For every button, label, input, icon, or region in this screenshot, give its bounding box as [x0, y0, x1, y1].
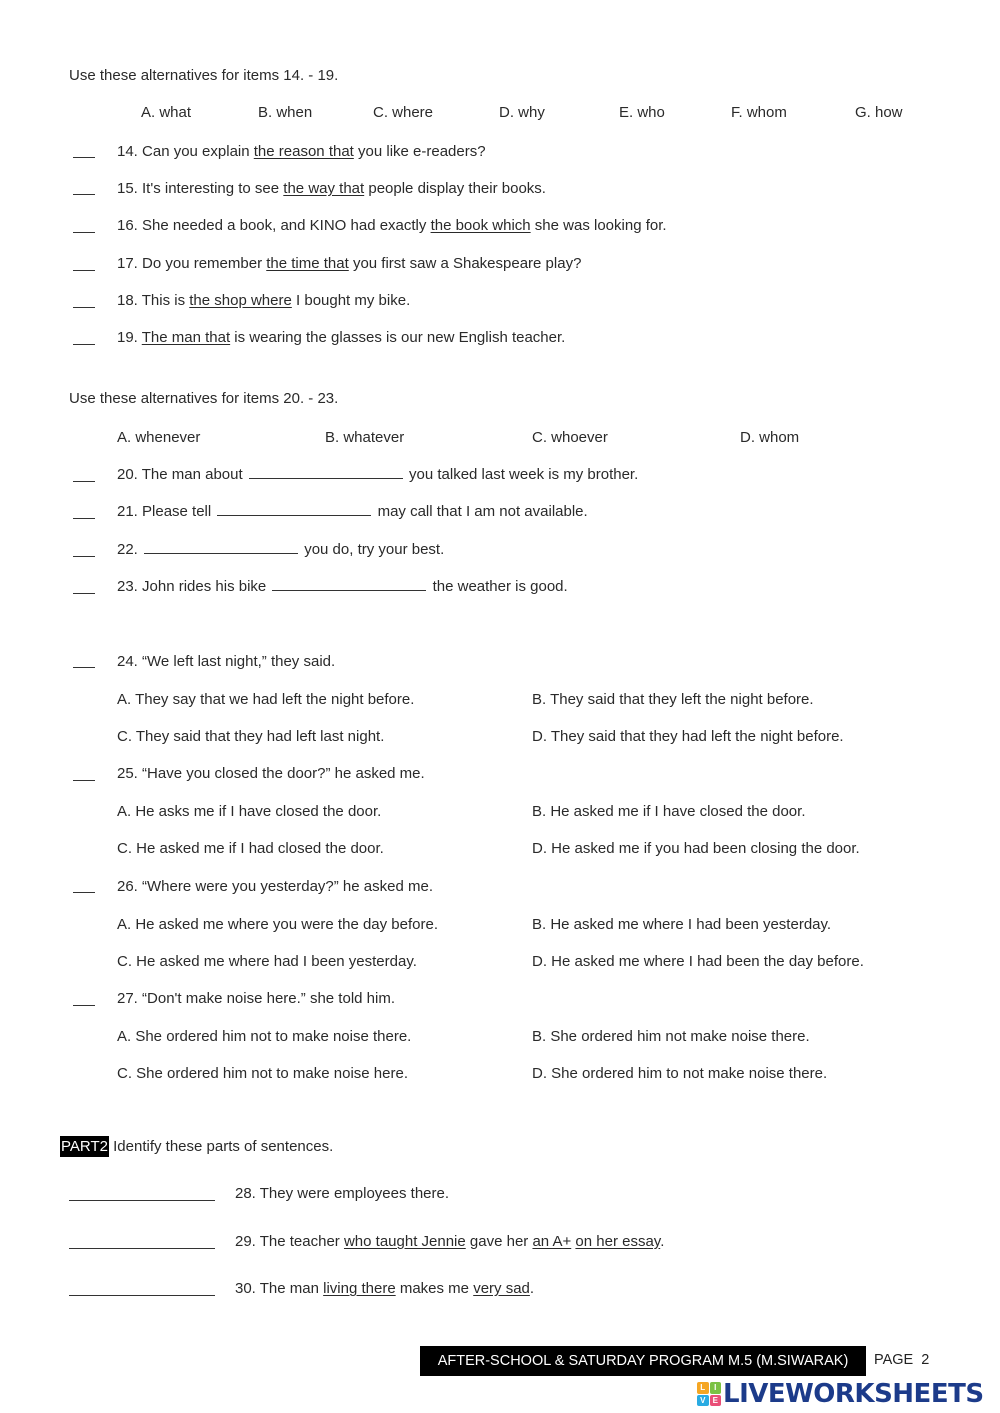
option-25b: B. He asked me if I have closed the door. — [532, 803, 806, 820]
question-25: 25. “Have you closed the door?” he asked me. — [117, 765, 425, 782]
answer-blank-21[interactable] — [73, 518, 95, 519]
option-25d: D. He asked me if you had been closing the door. — [532, 840, 860, 857]
alt-whatever: B. whatever — [325, 429, 405, 446]
answer-blank-18[interactable] — [73, 307, 95, 308]
answer-blank-14[interactable] — [73, 157, 95, 158]
question-21: 21. Please tell may call that I am not available. — [117, 503, 588, 520]
logo-tile-l: L — [697, 1382, 709, 1394]
question-29: 29. The teacher who taught Jennie gave her an A+ on her essay. — [235, 1233, 665, 1250]
option-26a: A. He asked me where you were the day before. — [117, 916, 439, 933]
section1-instruction: Use these alternatives for items 14. - 19. — [69, 67, 339, 84]
question-15: 15. It's interesting to see the way that people display their books. — [117, 180, 546, 197]
option-24b: B. They said that they left the night before. — [532, 691, 814, 708]
question-26: 26. “Where were you yesterday?” he asked me. — [117, 878, 433, 895]
liveworksheets-icon — [697, 1382, 721, 1406]
question-16: 16. She needed a book, and KINO had exactly the book which she was looking for. — [117, 217, 667, 234]
fill-blank-21 — [217, 503, 371, 516]
answer-blank-15[interactable] — [73, 194, 95, 195]
answer-blank-16[interactable] — [73, 232, 95, 233]
question-17: 17. Do you remember the time that you first saw a Shakespeare play? — [117, 255, 582, 272]
answer-blank-20[interactable] — [73, 481, 95, 482]
fill-blank-20 — [249, 466, 403, 479]
alt-whoever: C. whoever — [532, 429, 608, 446]
answer-blank-28[interactable] — [69, 1200, 215, 1201]
program-banner: AFTER-SCHOOL & SATURDAY PROGRAM M.5 (M.SIWARAK) — [420, 1346, 866, 1376]
question-14: 14. Can you explain the reason that you like e-readers? — [117, 143, 486, 160]
question-22: 22. you do, try your best. — [117, 541, 445, 558]
fill-blank-23 — [272, 578, 426, 591]
option-26c: C. He asked me where had I been yesterday. — [117, 953, 417, 970]
question-27: 27. “Don't make noise here.” she told him. — [117, 990, 395, 1007]
answer-blank-29[interactable] — [69, 1248, 215, 1249]
alt-why: D. why — [499, 104, 545, 121]
alt-when: B. when — [258, 104, 313, 121]
logo-tile-i: I — [710, 1382, 722, 1394]
answer-blank-22[interactable] — [73, 556, 95, 557]
option-25c: C. He asked me if I had closed the door. — [117, 840, 384, 857]
option-24c: C. They said that they had left last night. — [117, 728, 385, 745]
alt-whom-2: D. whom — [740, 429, 800, 446]
alt-how: G. how — [855, 104, 903, 121]
section2-instruction: Use these alternatives for items 20. - 23. — [69, 390, 339, 407]
answer-blank-23[interactable] — [73, 593, 95, 594]
question-28: 28. They were employees there. — [235, 1185, 450, 1202]
answer-blank-30[interactable] — [69, 1295, 215, 1296]
option-27a: A. She ordered him not to make noise there. — [117, 1028, 412, 1045]
answer-blank-26[interactable] — [73, 892, 95, 893]
option-24d: D. They said that they had left the night before. — [532, 728, 844, 745]
part2-instruction: Identify these parts of sentences. — [108, 1138, 334, 1155]
answer-blank-27[interactable] — [73, 1005, 95, 1006]
option-26b: B. He asked me where I had been yesterday. — [532, 916, 832, 933]
alt-who: E. who — [619, 104, 665, 121]
fill-blank-22 — [144, 541, 298, 554]
part2-label: PART2 — [61, 1138, 108, 1155]
alt-where: C. where — [373, 104, 434, 121]
part2-heading — [60, 1138, 333, 1155]
option-24a: A. They say that we had left the night before. — [117, 691, 415, 708]
option-26d: D. He asked me where I had been the day before. — [532, 953, 864, 970]
option-27c: C. She ordered him not to make noise here. — [117, 1065, 408, 1082]
answer-blank-17[interactable] — [73, 270, 95, 271]
answer-blank-25[interactable] — [73, 780, 95, 781]
alt-what: A. what — [141, 104, 192, 121]
logo-tile-v: V — [697, 1395, 709, 1407]
option-25a: A. He asks me if I have closed the door. — [117, 803, 382, 820]
question-24: 24. “We left last night,” they said. — [117, 653, 336, 670]
option-27b: B. She ordered him not make noise there. — [532, 1028, 810, 1045]
question-18: 18. This is the shop where I bought my bike. — [117, 292, 411, 309]
question-20: 20. The man about you talked last week is my brother. — [117, 466, 639, 483]
answer-blank-24[interactable] — [73, 667, 95, 668]
question-30: 30. The man living there makes me very sad. — [235, 1280, 535, 1297]
page-indicator: PAGE 2 — [874, 1352, 930, 1368]
answer-blank-19[interactable] — [73, 344, 95, 345]
alt-whenever: A. whenever — [117, 429, 201, 446]
alt-whom: F. whom — [731, 104, 787, 121]
question-23: 23. John rides his bike the weather is good. — [117, 578, 568, 595]
brand-name: LIVEWORKSHEETS — [723, 1379, 984, 1409]
logo-tile-e: E — [710, 1395, 722, 1407]
option-27d: D. She ordered him to not make noise there. — [532, 1065, 828, 1082]
question-19: 19. The man that is wearing the glasses is our new English teacher. — [117, 329, 566, 346]
liveworksheets-logo — [697, 1378, 984, 1410]
